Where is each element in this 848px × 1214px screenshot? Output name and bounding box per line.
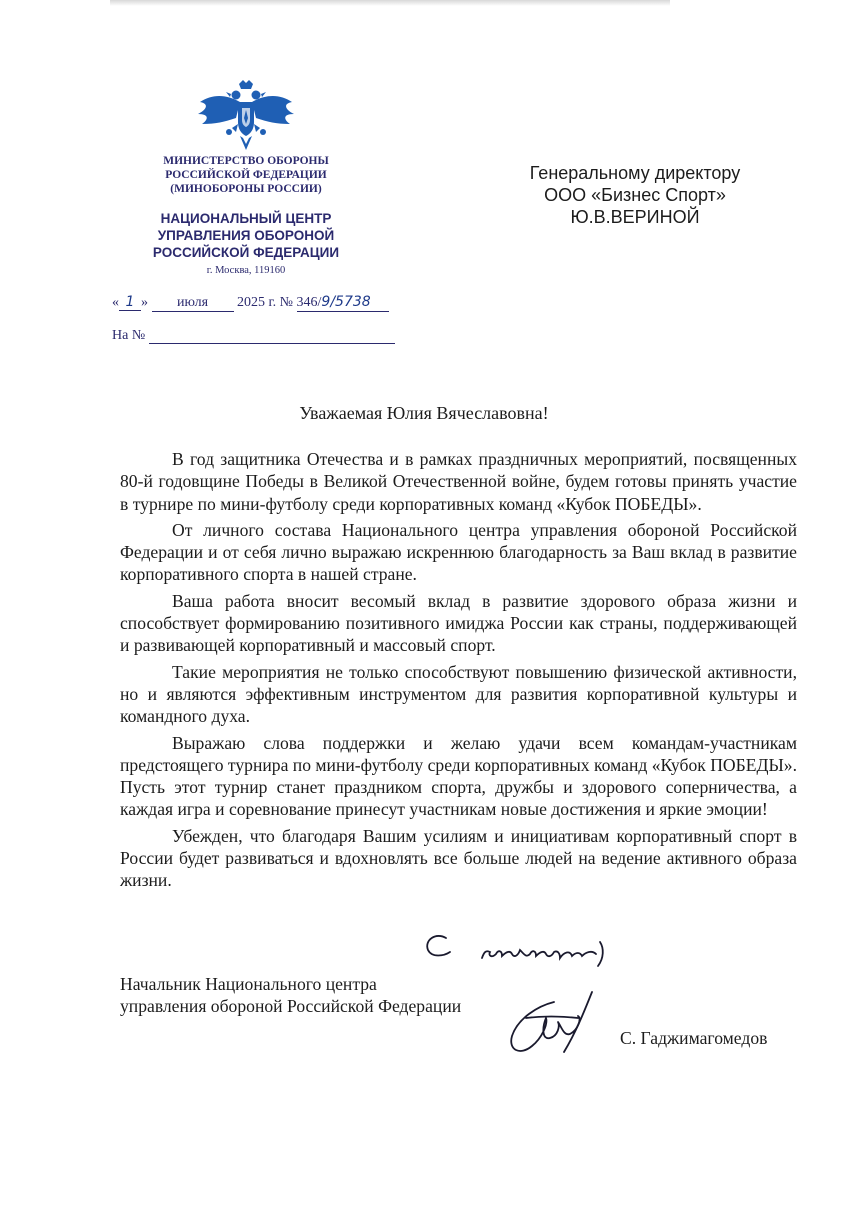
ministry-line: МИНИСТЕРСТВО ОБОРОНЫ	[163, 155, 329, 167]
signer-title-line: Начальник Национального центра	[120, 974, 377, 994]
quote-open: «	[112, 295, 119, 310]
signer-title-line: управления обороной Российской Федерации	[120, 996, 462, 1017]
ministry-line: РОССИЙСКОЙ ФЕДЕРАЦИИ	[165, 169, 327, 181]
reply-reference-line	[112, 328, 395, 344]
body-paragraph: Убежден, что благодаря Вашим усилиям и инициативам корпоративный спорт в России будет развиваться и вдохновлять все больше людей на ведение активного образа жизни.	[120, 825, 797, 891]
city-address: г. Москва, 119160	[206, 265, 286, 276]
addressee-line: Генеральному директору	[529, 163, 741, 183]
registration-month: июля	[152, 295, 234, 312]
addressee-line: ООО «Бизнес Спорт»	[544, 185, 726, 205]
signer-name: С. Гаджимагомедов	[620, 1028, 768, 1048]
addressee-line: Ю.В.ВЕРИНОЙ	[570, 207, 700, 227]
body-paragraph: В год защитника Отечества и в рамках праздничных мероприятий, посвященных 80-й годовщине Победы в Великой Отечественной войне, будем готовы принять участие в турнире по мини-футболу среди корпоративных команд «Кубок ПОБЕДЫ».	[120, 449, 797, 514]
letter-body	[120, 448, 797, 896]
registration-day: 1	[119, 294, 141, 311]
salutation: Уважаемая Юлия Вячеславовна!	[299, 403, 549, 423]
registration-line	[112, 294, 389, 312]
ministry-line: (МИНОБОРОНЫ РОССИИ)	[170, 183, 322, 195]
registration-number-printed: 346/	[296, 295, 322, 310]
organization-line: УПРАВЛЕНИЯ ОБОРОНОЙ	[157, 228, 335, 243]
double-headed-eagle-emblem-icon	[196, 80, 296, 160]
organization-line: РОССИЙСКОЙ ФЕДЕРАЦИИ	[152, 245, 340, 260]
organization-name	[130, 210, 362, 261]
body-paragraph: Такие мероприятия не только способствуют повышению физической активности, но и являются эффективным инструментом для развития корпоративной культуры и командного духа.	[120, 661, 797, 727]
quote-close: »	[141, 295, 148, 310]
reply-label: На №	[112, 328, 146, 343]
body-paragraph: Выражаю слова поддержки и желаю удачи всем командам-участникам предстоящего турнира по мини-футболу среди корпоративных команд «Кубок ПОБЕДЫ». Пусть этот турнир станет праздником спорта, дружбы и здорового соперничества, а каждая игра и соревнование принесут участникам новые достижения и яркие эмоции!	[120, 732, 797, 820]
organization-line: НАЦИОНАЛЬНЫЙ ЦЕНТР	[160, 211, 332, 226]
reply-reference-blank	[149, 329, 395, 344]
registration-number-handwritten: 9/5738	[321, 294, 371, 310]
handwritten-closing-image	[420, 926, 620, 972]
body-paragraph: От личного состава Национального центра управления обороной Российской Федерации и от себя лично выражаю искреннюю благодарность за Ваш вклад в развитие корпоративного спорта в нашей стране.	[120, 519, 797, 585]
registration-number	[297, 294, 389, 312]
addressee-block	[500, 162, 770, 228]
signer-title	[120, 973, 461, 1018]
body-paragraph: Ваша работа вносит весомый вклад в развитие здорового образа жизни и способствует формированию позитивного имиджа России как страны, поддерживающей и развивающей корпоративный и массовый спорт.	[120, 590, 797, 656]
scan-edge-shadow	[110, 0, 670, 6]
registration-year: 2025 г. №	[237, 295, 294, 310]
handwritten-signature-image	[498, 988, 608, 1068]
ministry-name	[140, 154, 352, 196]
